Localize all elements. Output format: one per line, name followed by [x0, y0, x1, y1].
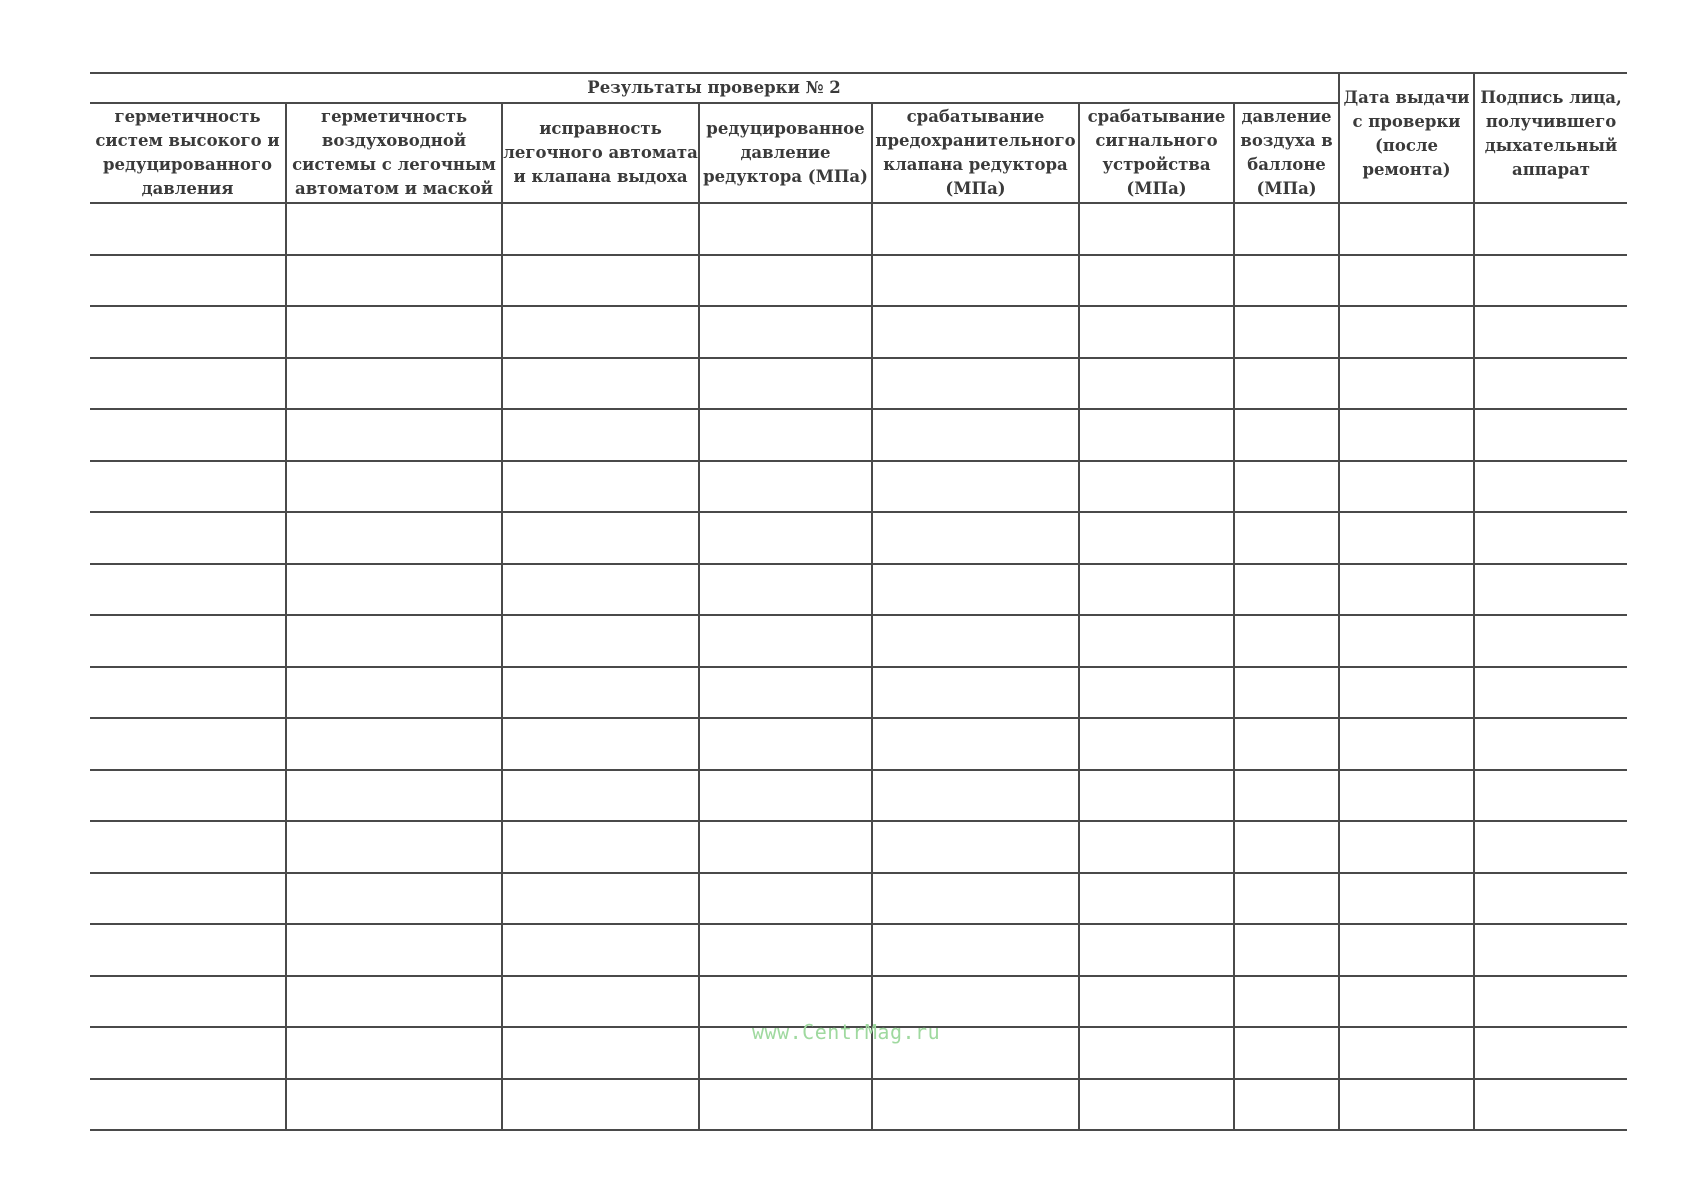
inspection-log-sheet	[90, 72, 1627, 1131]
table-cell	[502, 1079, 699, 1131]
table-cell	[90, 306, 286, 358]
table-row	[90, 924, 1627, 976]
table-cell	[286, 461, 502, 513]
table-cell	[1474, 358, 1627, 410]
table-cell	[872, 873, 1079, 925]
table-cell	[502, 718, 699, 770]
table-row	[90, 718, 1627, 770]
table-row	[90, 512, 1627, 564]
table-cell	[1339, 512, 1474, 564]
table-row	[90, 667, 1627, 719]
table-cell	[1339, 409, 1474, 461]
table-cell	[90, 203, 286, 255]
table-cell	[1234, 358, 1339, 410]
table-cell	[90, 1027, 286, 1079]
table-cell	[1079, 564, 1234, 616]
table-cell	[1474, 924, 1627, 976]
table-cell	[1339, 615, 1474, 667]
table-cell	[286, 306, 502, 358]
table-cell	[502, 924, 699, 976]
column-header-issue-date: Дата выдачи с проверки (после ремонта)	[1339, 73, 1474, 203]
column-header-safety-valve: срабатывание предохранительного клапана редуктора (МПа)	[872, 103, 1079, 203]
table-row	[90, 770, 1627, 822]
table-cell	[1474, 1027, 1627, 1079]
table-cell	[90, 358, 286, 410]
table-cell	[1339, 1079, 1474, 1131]
table-cell	[502, 564, 699, 616]
table-cell	[286, 1079, 502, 1131]
table-cell	[1079, 358, 1234, 410]
table-cell	[1234, 255, 1339, 307]
table-cell	[90, 255, 286, 307]
table-cell	[1474, 1079, 1627, 1131]
table-cell	[90, 924, 286, 976]
table-cell	[1234, 306, 1339, 358]
table-cell	[90, 512, 286, 564]
table-cell	[286, 821, 502, 873]
table-cell	[1234, 615, 1339, 667]
table-cell	[872, 255, 1079, 307]
column-header-air-system-tightness: герметичность воздуховодной системы с легочным автоматом и маской	[286, 103, 502, 203]
table-cell	[1234, 461, 1339, 513]
table-cell	[502, 358, 699, 410]
table-cell	[1474, 203, 1627, 255]
table-cell	[90, 976, 286, 1028]
table-cell	[699, 770, 872, 822]
table-cell	[1474, 821, 1627, 873]
table-cell	[1474, 976, 1627, 1028]
table-row	[90, 1079, 1627, 1131]
table-cell	[502, 615, 699, 667]
table-row	[90, 306, 1627, 358]
table-cell	[1079, 203, 1234, 255]
table-cell	[699, 667, 872, 719]
table-cell	[1339, 976, 1474, 1028]
table-cell	[1339, 358, 1474, 410]
table-cell	[1079, 667, 1234, 719]
table-cell	[872, 924, 1079, 976]
table-cell	[872, 1079, 1079, 1131]
table-cell	[1234, 512, 1339, 564]
table-cell	[286, 255, 502, 307]
table-cell	[286, 512, 502, 564]
table-cell	[699, 873, 872, 925]
table-cell	[1234, 1027, 1339, 1079]
table-cell	[1079, 718, 1234, 770]
table-cell	[1234, 409, 1339, 461]
table-cell	[1474, 512, 1627, 564]
table-cell	[872, 615, 1079, 667]
table-cell	[1474, 615, 1627, 667]
column-header-cylinder-pressure: давление воздуха в баллоне (МПа)	[1234, 103, 1339, 203]
table-cell	[1474, 306, 1627, 358]
table-cell	[90, 564, 286, 616]
table-cell	[1339, 718, 1474, 770]
table-cell	[699, 718, 872, 770]
table-cell	[286, 873, 502, 925]
group-title: Результаты проверки № 2	[90, 73, 1339, 103]
table-row	[90, 821, 1627, 873]
table-cell	[90, 461, 286, 513]
table-cell	[90, 718, 286, 770]
table-cell	[1079, 976, 1234, 1028]
table-cell	[699, 821, 872, 873]
table-cell	[286, 615, 502, 667]
table-cell	[1339, 255, 1474, 307]
table-cell	[872, 461, 1079, 513]
table-cell	[1234, 770, 1339, 822]
table-cell	[1079, 873, 1234, 925]
table-cell	[1234, 1079, 1339, 1131]
table-cell	[90, 667, 286, 719]
table-cell	[286, 667, 502, 719]
table-cell	[502, 667, 699, 719]
table-cell	[872, 203, 1079, 255]
table-cell	[1474, 409, 1627, 461]
table-cell	[1234, 718, 1339, 770]
table-cell	[1474, 770, 1627, 822]
table-cell	[502, 1027, 699, 1079]
table-cell	[872, 306, 1079, 358]
column-header-high-pressure-tightness: герметичность систем высокого и редуцированного давления	[90, 103, 286, 203]
table-row	[90, 358, 1627, 410]
table-cell	[286, 1027, 502, 1079]
table-cell	[872, 821, 1079, 873]
table-row	[90, 255, 1627, 307]
table-cell	[1234, 203, 1339, 255]
table-cell	[699, 615, 872, 667]
table-cell	[699, 1079, 872, 1131]
table-cell	[872, 770, 1079, 822]
table-cell	[872, 358, 1079, 410]
table-body	[90, 203, 1627, 1130]
table-cell	[1079, 409, 1234, 461]
column-header-recipient-signature: Подпись лица, получившего дыхательный аппарат	[1474, 73, 1627, 203]
table-cell	[872, 667, 1079, 719]
table-cell	[1339, 306, 1474, 358]
table-cell	[1339, 770, 1474, 822]
table-cell	[286, 976, 502, 1028]
table-cell	[286, 924, 502, 976]
table-cell	[699, 564, 872, 616]
table-cell	[286, 203, 502, 255]
watermark-text: www.CentrMag.ru	[752, 1020, 941, 1044]
table-cell	[1079, 512, 1234, 564]
table-cell	[90, 770, 286, 822]
table-cell	[699, 461, 872, 513]
table-cell	[699, 358, 872, 410]
table-cell	[286, 718, 502, 770]
table-cell	[286, 358, 502, 410]
table-cell	[502, 306, 699, 358]
table-cell	[699, 924, 872, 976]
table-cell	[502, 873, 699, 925]
table-cell	[286, 564, 502, 616]
table-row	[90, 203, 1627, 255]
table-cell	[90, 821, 286, 873]
table-cell	[1474, 873, 1627, 925]
table-cell	[1474, 255, 1627, 307]
table-cell	[1234, 564, 1339, 616]
table-cell	[1339, 667, 1474, 719]
table-cell	[90, 615, 286, 667]
table-row	[90, 615, 1627, 667]
table-cell	[502, 821, 699, 873]
table-cell	[872, 409, 1079, 461]
table-cell	[1339, 873, 1474, 925]
column-header-reduced-pressure: редуцированное давление редуктора (МПа)	[699, 103, 872, 203]
inspection-results-table	[90, 72, 1627, 1131]
table-cell	[502, 770, 699, 822]
table-cell	[1474, 564, 1627, 616]
table-cell	[872, 718, 1079, 770]
table-cell	[502, 203, 699, 255]
table-row	[90, 461, 1627, 513]
table-cell	[502, 255, 699, 307]
table-cell	[1079, 306, 1234, 358]
table-cell	[502, 409, 699, 461]
table-cell	[502, 512, 699, 564]
table-cell	[1339, 924, 1474, 976]
table-cell	[1234, 821, 1339, 873]
table-cell	[1234, 924, 1339, 976]
table-row	[90, 409, 1627, 461]
table-cell	[1079, 821, 1234, 873]
table-cell	[699, 255, 872, 307]
table-cell	[1339, 564, 1474, 616]
table-row	[90, 564, 1627, 616]
table-cell	[1079, 1079, 1234, 1131]
table-cell	[1079, 255, 1234, 307]
table-cell	[1339, 1027, 1474, 1079]
table-cell	[502, 976, 699, 1028]
table-cell	[699, 203, 872, 255]
table-cell	[1079, 1027, 1234, 1079]
table-cell	[1079, 924, 1234, 976]
table-cell	[1234, 976, 1339, 1028]
table-cell	[90, 1079, 286, 1131]
table-cell	[699, 306, 872, 358]
table-cell	[1474, 718, 1627, 770]
table-cell	[90, 409, 286, 461]
table-cell	[90, 873, 286, 925]
table-cell	[1079, 461, 1234, 513]
table-cell	[1234, 667, 1339, 719]
table-cell	[872, 564, 1079, 616]
table-cell	[502, 461, 699, 513]
table-cell	[1474, 461, 1627, 513]
table-cell	[1339, 461, 1474, 513]
header-row-group	[90, 73, 1627, 103]
table-cell	[1079, 615, 1234, 667]
table-row	[90, 873, 1627, 925]
table-cell	[1339, 203, 1474, 255]
table-cell	[872, 512, 1079, 564]
table-cell	[1234, 873, 1339, 925]
column-header-demand-valve-check: исправность легочного автомата и клапана выдоха	[502, 103, 699, 203]
table-cell	[286, 770, 502, 822]
table-cell	[699, 512, 872, 564]
table-cell	[286, 409, 502, 461]
column-header-signal-device: срабатывание сигнального устройства (МПа)	[1079, 103, 1234, 203]
table-cell	[1474, 667, 1627, 719]
table-cell	[699, 409, 872, 461]
table-cell	[1339, 821, 1474, 873]
table-cell	[1079, 770, 1234, 822]
